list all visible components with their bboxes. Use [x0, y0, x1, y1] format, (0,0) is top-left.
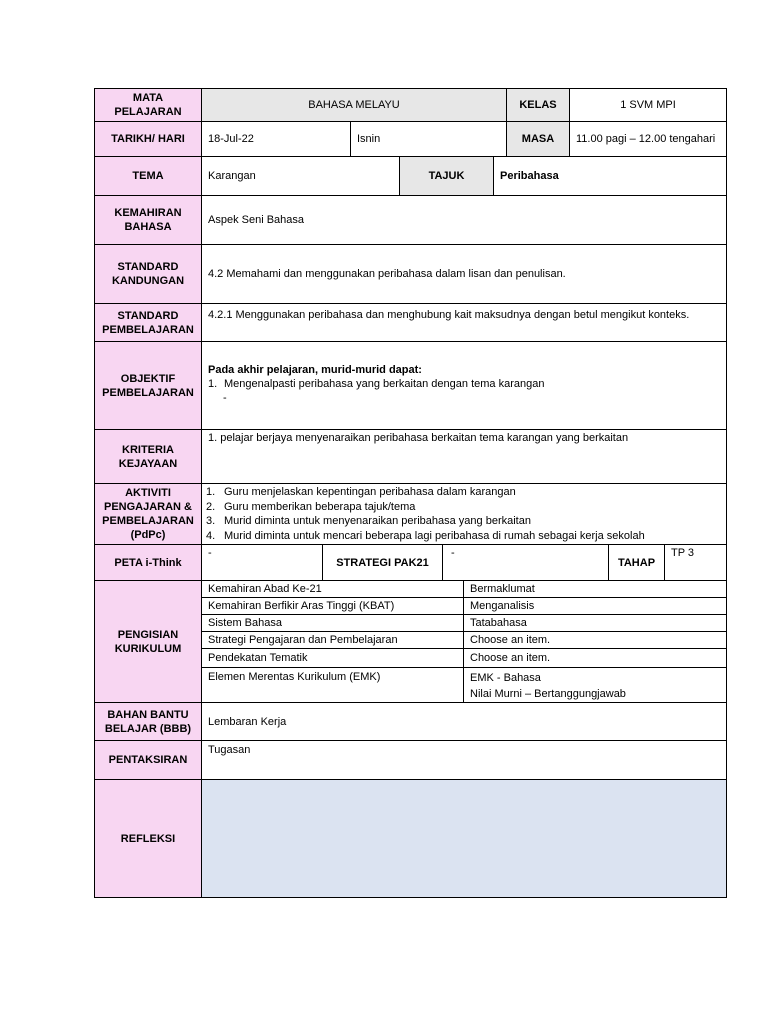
tahap-label	[608, 544, 665, 581]
kelas-value: 1 SVM MPI	[620, 99, 676, 111]
aktiviti-item-3	[206, 514, 720, 529]
tajuk-label-text: TAJUK	[428, 170, 465, 182]
pengisian-label	[94, 580, 202, 703]
aktiviti-item-text: Murid diminta untuk menyenaraikan peribahasa yang berkaitan	[224, 515, 531, 527]
masa-label-text: MASA	[521, 133, 555, 145]
peta-label-text: PETA i-Think	[114, 556, 182, 569]
tajuk-label	[399, 156, 494, 196]
refleksi-label-text: REFLEKSI	[120, 832, 176, 845]
kemahiran-value: Aspek Seni Bahasa	[208, 214, 305, 226]
standard-pembelajaran-cell	[201, 303, 727, 342]
tarikh-label-text: TARIKH/ HARI	[111, 133, 185, 145]
strategi-label-text: STRATEGI PAK21	[336, 556, 429, 569]
hari-cell	[350, 121, 507, 157]
aktiviti-item-text: Guru menjelaskan kepentingan peribahasa dalam karangan	[224, 486, 516, 498]
kemahiran-label	[94, 195, 202, 245]
tema-label-text: TEMA	[132, 170, 164, 182]
tahap-value: TP 3	[671, 547, 695, 559]
kemahiran-cell	[201, 195, 727, 245]
pengisian-value-4[interactable]	[463, 631, 727, 649]
pengisian-dropdown-placeholder[interactable]: Choose an item.	[470, 652, 551, 664]
bahan-value: Lembaran Kerja	[208, 715, 287, 728]
pentaksiran-value: Tugasan	[208, 744, 251, 756]
pengisian-value-5[interactable]	[463, 648, 727, 668]
pengisian-key-text: Kemahiran Abad Ke-21	[208, 583, 322, 595]
aktiviti-item-number: 2.	[206, 500, 216, 513]
aktiviti-item-4	[206, 529, 720, 544]
tema-value: Karangan	[208, 170, 256, 182]
aktiviti-item-number: 4.	[206, 529, 216, 542]
kriteria-value: 1. pelajar berjaya menyenaraikan peribahasa berkaitan tema karangan yang berkaitan	[208, 432, 629, 444]
tajuk-cell	[493, 156, 727, 196]
aktiviti-item-text: Guru memberikan beberapa tajuk/tema	[224, 500, 416, 513]
subject-value: BAHASA MELAYU	[308, 99, 400, 111]
strategi-value: -	[451, 547, 455, 559]
kelas-cell	[569, 88, 727, 122]
kelas-label-text: KELAS	[519, 99, 557, 111]
pengisian-key-3	[201, 614, 464, 632]
objektif-item-number: 1.	[208, 378, 218, 390]
subject-cell	[201, 88, 507, 122]
pengisian-value-text: Tatabahasa	[470, 617, 527, 629]
pengisian-value-1	[463, 580, 727, 598]
aktiviti-item-1	[206, 485, 720, 500]
refleksi-input-area[interactable]	[201, 779, 727, 898]
bahan-cell	[201, 702, 727, 741]
pentaksiran-label-text: PENTAKSIRAN	[108, 754, 188, 766]
objektif-cell	[201, 341, 727, 430]
standard-pembelajaran-value: 4.2.1 Menggunakan peribahasa dan menghubung kait maksudnya dengan betul mengikut konteks.	[208, 309, 690, 321]
hari-value: Isnin	[357, 133, 381, 145]
standard-kandungan-label	[94, 244, 202, 304]
objektif-label-text: OBJEKTIF PEMBELAJARAN	[102, 372, 194, 399]
aktiviti-item-text: Murid diminta untuk mencari beberapa lagi peribahasa di rumah sebagai kerja sekolah	[224, 529, 645, 542]
strategi-cell	[442, 544, 609, 581]
pengisian-key-6	[201, 667, 464, 703]
bahan-label	[94, 702, 202, 741]
refleksi-label	[94, 779, 202, 898]
pengisian-key-1	[201, 580, 464, 598]
mata-pelajaran-label	[94, 88, 202, 122]
pengisian-value-2	[463, 597, 727, 615]
pengisian-key-text: Sistem Bahasa	[208, 617, 282, 629]
masa-label	[506, 121, 570, 157]
pengisian-value-6	[463, 667, 727, 703]
mata-pelajaran-label-text: MATA PELAJARAN	[114, 92, 182, 118]
pengisian-value-text: EMK - Bahasa	[470, 672, 541, 684]
pengisian-key-4	[201, 631, 464, 649]
aktiviti-item-number: 3.	[206, 515, 216, 527]
pengisian-key-text: Pendekatan Tematik	[208, 652, 308, 664]
standard-kandungan-cell	[201, 244, 727, 304]
peta-label	[94, 544, 202, 581]
tema-label	[94, 156, 202, 196]
pengisian-key-2	[201, 597, 464, 615]
kelas-label	[506, 88, 570, 122]
kriteria-label-text: KRITERIA KEJAYAAN	[118, 443, 178, 470]
pengisian-label-text: PENGISIAN KURIKULUM	[114, 628, 182, 655]
aktiviti-label-text: AKTIVITI PENGAJARAN & PEMBELAJARAN (PdPc)	[102, 487, 194, 541]
objektif-intro: Pada akhir pelajaran, murid-murid dapat:	[208, 364, 422, 376]
peta-cell	[201, 544, 323, 581]
masa-cell	[569, 121, 727, 157]
objektif-label	[94, 341, 202, 430]
tarikh-cell	[201, 121, 351, 157]
strategi-label	[322, 544, 443, 581]
pengisian-key-text: Elemen Merentas Kurikulum (EMK)	[208, 671, 381, 683]
pengisian-key-5	[201, 648, 464, 668]
pengisian-value-3	[463, 614, 727, 632]
aktiviti-item-number: 1.	[206, 486, 216, 498]
aktiviti-item-2	[206, 500, 720, 515]
kriteria-cell	[201, 429, 727, 484]
masa-value: 11.00 pagi – 12.00 tengahari	[576, 133, 716, 145]
standard-kandungan-label-text: STANDARD KANDUNGAN	[111, 261, 185, 287]
lesson-plan-table	[94, 88, 727, 898]
pengisian-dropdown-placeholder[interactable]: Choose an item.	[470, 634, 551, 646]
tajuk-value: Peribahasa	[500, 170, 559, 182]
aktiviti-label	[94, 483, 202, 545]
pengisian-value-text-2: Nilai Murni – Bertanggungjawab	[470, 688, 626, 700]
standard-pembelajaran-label	[94, 303, 202, 342]
objektif-dash: -	[223, 392, 227, 404]
pengisian-value-text: Menganalisis	[470, 600, 535, 612]
pentaksiran-label	[94, 740, 202, 780]
pengisian-key-text: Kemahiran Berfikir Aras Tinggi (KBAT)	[208, 600, 395, 612]
standard-kandungan-value: 4.2 Memahami dan menggunakan peribahasa dalam lisan dan penulisan.	[208, 268, 566, 280]
aktiviti-cell	[201, 483, 727, 545]
kriteria-label	[94, 429, 202, 484]
objektif-item-1	[208, 377, 720, 391]
tarikh-label	[94, 121, 202, 157]
pentaksiran-cell	[201, 740, 727, 780]
pengisian-key-text: Strategi Pengajaran dan Pembelajaran	[208, 634, 398, 646]
pengisian-value-text: Bermaklumat	[470, 583, 535, 595]
objektif-item-text: Mengenalpasti peribahasa yang berkaitan dengan tema karangan	[224, 378, 545, 390]
bahan-label-text: BAHAN BANTU BELAJAR (BBB)	[104, 708, 192, 735]
tahap-cell	[664, 544, 727, 581]
standard-pembelajaran-label-text: STANDARD PEMBELAJARAN	[102, 309, 194, 336]
peta-value: -	[208, 547, 212, 559]
kemahiran-label-text: KEMAHIRAN BAHASA	[114, 207, 182, 233]
tahap-label-text: TAHAP	[617, 556, 656, 569]
tarikh-value: 18-Jul-22	[208, 133, 254, 145]
tema-cell	[201, 156, 400, 196]
